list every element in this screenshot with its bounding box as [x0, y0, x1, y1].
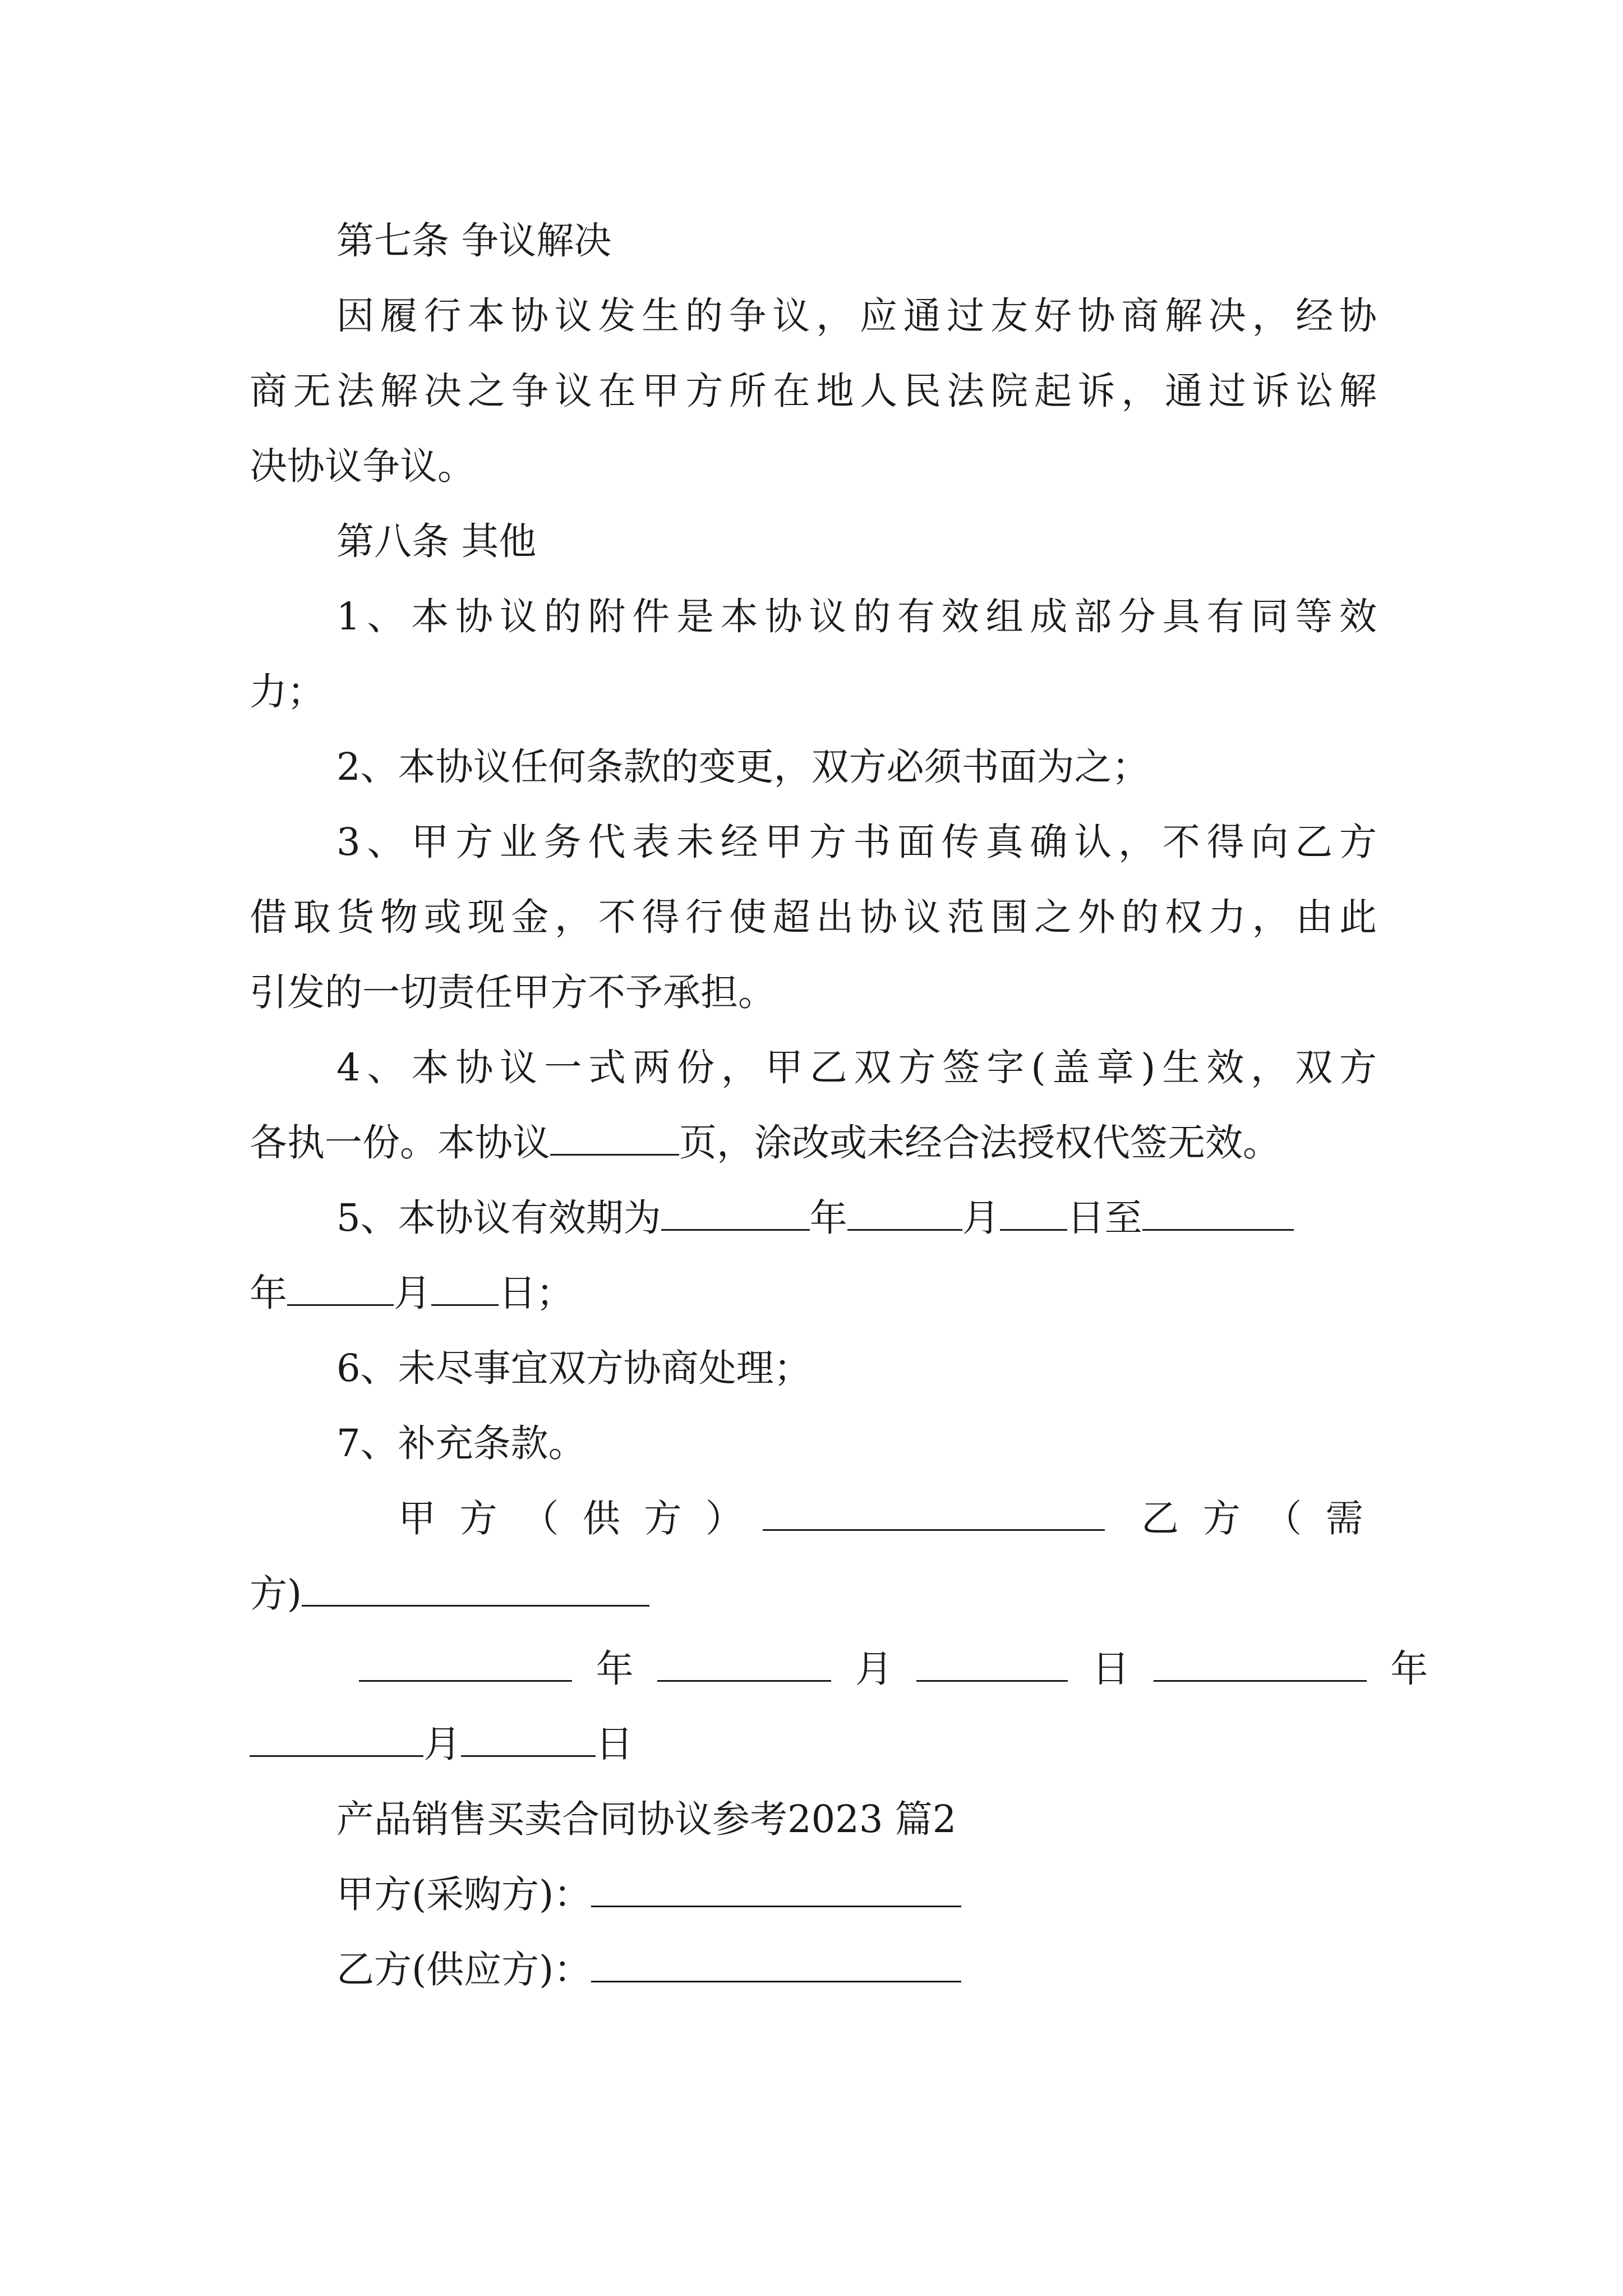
- party-b-blank: [302, 1578, 649, 1607]
- clause-5-line: [250, 1271, 574, 1315]
- end-month-blank: [287, 1277, 394, 1306]
- day-label: 日: [596, 1722, 633, 1766]
- clause-4-text: 各执一份。本协议: [250, 1121, 550, 1165]
- day-label: 日；: [499, 1271, 574, 1315]
- party-a-label: 甲 方 （ 供 方 ）: [398, 1497, 743, 1540]
- party-b-label: 乙 方 （ 需: [1141, 1497, 1363, 1540]
- buyer-label: 甲方(采购方)：: [336, 1872, 592, 1916]
- sign-month-blank: [657, 1653, 831, 1682]
- page-count-blank: [550, 1127, 679, 1156]
- clause-1-line: 力；: [250, 670, 325, 714]
- party-b-label-end: 方): [250, 1572, 302, 1616]
- year-label: 年: [1390, 1647, 1428, 1691]
- clause-2-line: 2、本协议任何条款的变更，双方必须书面为之；: [336, 745, 1150, 789]
- end-year-blank: [1142, 1202, 1294, 1231]
- paragraph-line: 因履行本协议发生的争议，应通过友好协商解决，经协: [336, 294, 1377, 338]
- seller-label: 乙方(供应方)：: [336, 1948, 592, 1991]
- clause-5-text: 5、本协议有效期为: [336, 1196, 661, 1240]
- clause-4-line: [250, 1121, 1280, 1165]
- section-title: 产品销售买卖合同协议参考2023 篇2: [336, 1797, 957, 1841]
- party-a-blank: [763, 1502, 1105, 1531]
- buyer-blank: [591, 1879, 961, 1907]
- end-day-blank: [431, 1277, 499, 1306]
- signature-date-line: [250, 1722, 633, 1766]
- clause-7-line: 7、补充条款。: [336, 1421, 586, 1465]
- seller-blank: [591, 1954, 961, 1982]
- article-8-heading: 第八条 其他: [336, 519, 537, 563]
- clause-3-line: 3、甲方业务代表未经甲方书面传真确认，不得向乙方: [336, 820, 1377, 864]
- clause-4-text: 页，涂改或未经合法授权代签无效。: [679, 1121, 1280, 1165]
- article-7-heading: 第七条 争议解决: [336, 219, 612, 263]
- year-label: 年: [250, 1271, 287, 1315]
- clause-1-line: 1、本协议的附件是本协议的有效组成部分具有同等效: [336, 595, 1377, 638]
- clause-5-line: [336, 1196, 1377, 1240]
- sign-year-blank: [1154, 1653, 1367, 1682]
- sign-month-blank: [250, 1728, 423, 1757]
- paragraph-line: 商无法解决之争议在甲方所在地人民法院起诉，通过诉讼解: [250, 369, 1377, 413]
- clause-3-line: 引发的一切责任甲方不予承担。: [250, 970, 776, 1014]
- year-label: 年: [596, 1647, 634, 1691]
- buyer-line: [336, 1872, 961, 1916]
- until-label: 日至: [1067, 1196, 1142, 1240]
- sign-day-blank: [461, 1728, 596, 1757]
- seller-line: [336, 1950, 961, 1989]
- month-label: 月: [394, 1271, 431, 1315]
- month-label: 月: [962, 1196, 1000, 1240]
- start-year-blank: [661, 1202, 810, 1231]
- month-label: 月: [855, 1647, 893, 1691]
- day-label: 日: [1092, 1647, 1130, 1691]
- start-day-blank: [1000, 1202, 1067, 1231]
- sign-day-blank: [916, 1653, 1068, 1682]
- clause-3-line: 借取货物或现金，不得行使超出协议范围之外的权力，由此: [250, 895, 1377, 939]
- party-b-label-cont: [250, 1572, 649, 1616]
- clause-6-line: 6、未尽事宜双方协商处理；: [336, 1346, 811, 1390]
- sign-year-blank: [359, 1653, 572, 1682]
- clause-4-line: 4、本协议一式两份，甲乙双方签字(盖章)生效，双方: [336, 1046, 1377, 1089]
- start-month-blank: [847, 1202, 962, 1231]
- month-label: 月: [423, 1722, 461, 1766]
- year-label: 年: [809, 1196, 847, 1240]
- paragraph-line: 决协议争议。: [250, 444, 475, 488]
- signature-date-line: [359, 1647, 1428, 1691]
